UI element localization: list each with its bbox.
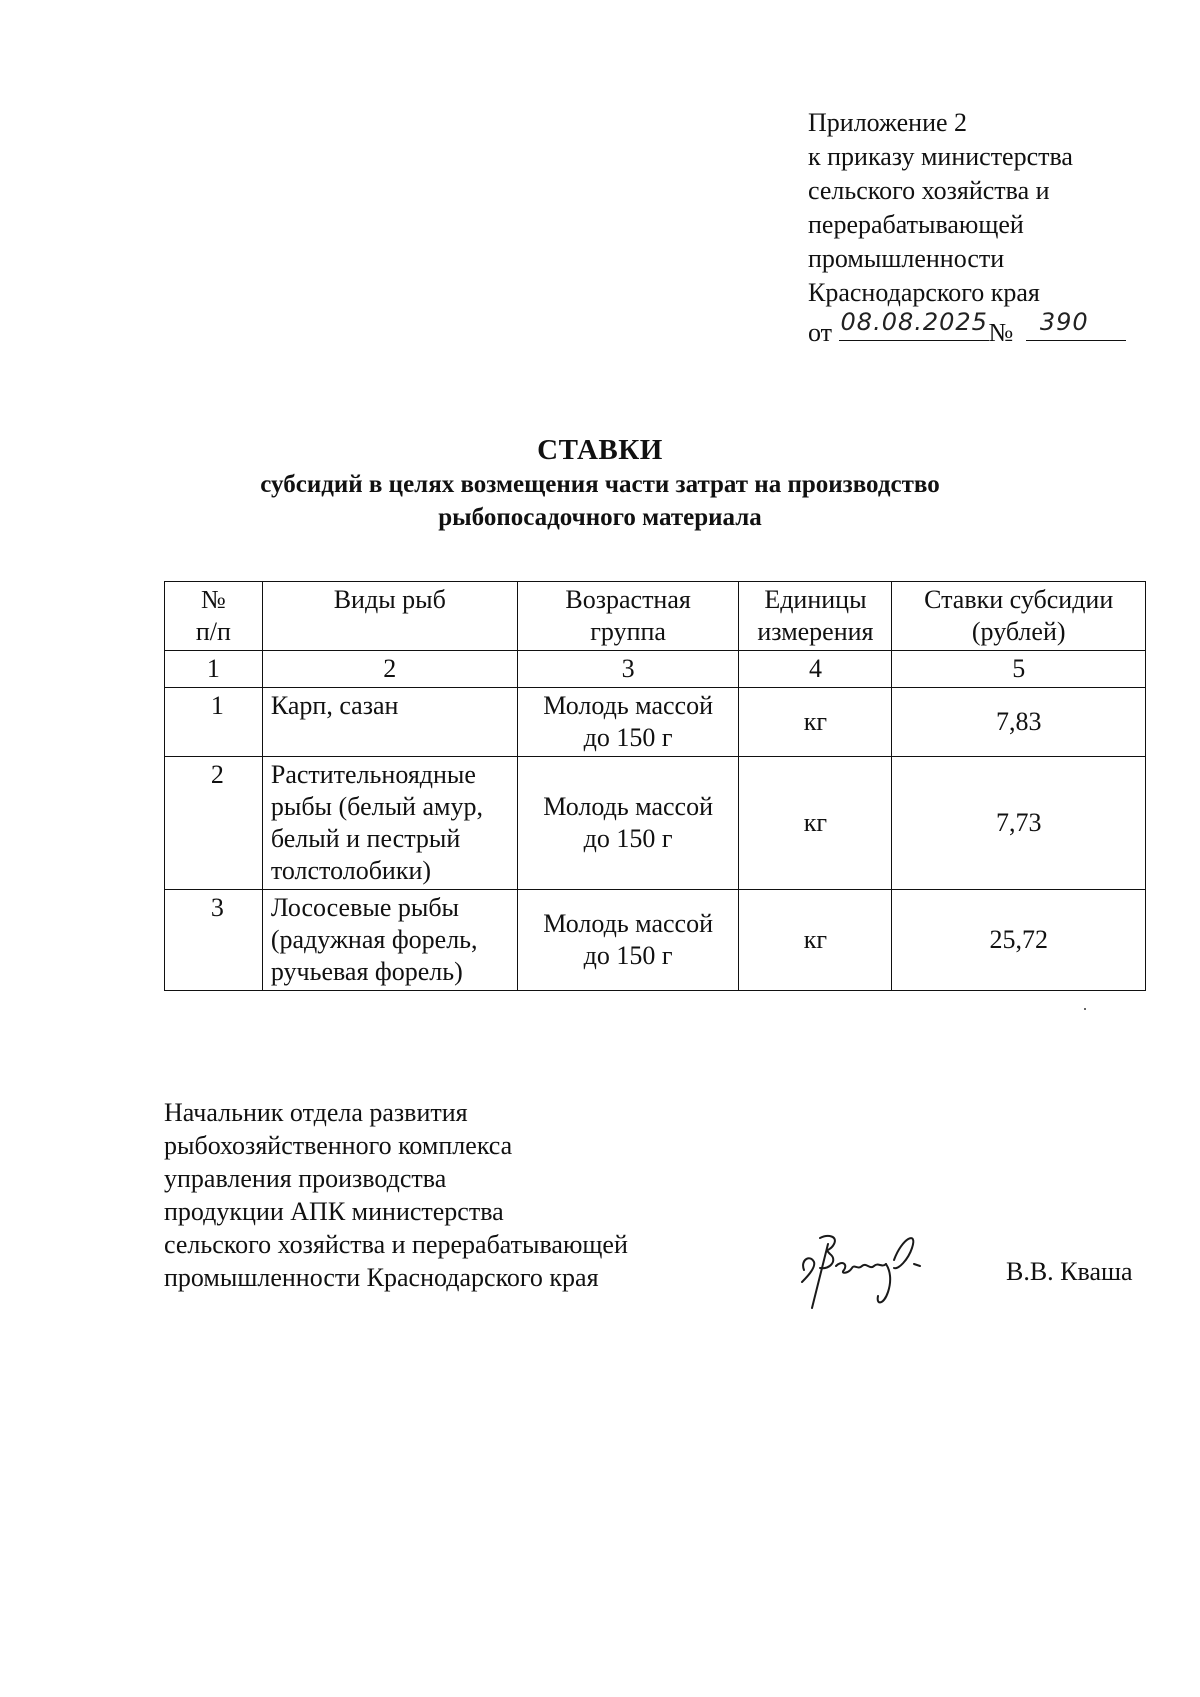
species-cell: Карп, сазан — [262, 688, 517, 757]
signer-position — [164, 1096, 628, 1294]
appendix-line: перерабатывающей — [808, 210, 1024, 239]
number-sign: № — [988, 318, 1014, 347]
appendix-line: промышленности — [808, 244, 1005, 273]
signer-line: промышленности Краснодарского края — [164, 1263, 599, 1292]
header-cell: Единицы измерения — [739, 582, 892, 651]
row-number-cell: 2 — [165, 757, 263, 890]
column-number-cell: 3 — [517, 651, 739, 688]
signer-name: В.В. Кваша — [1006, 1257, 1133, 1286]
title-line: рыбопосадочного материала — [438, 504, 762, 531]
unit-cell: кг — [739, 757, 892, 890]
row-number-cell: 3 — [165, 890, 263, 991]
species-cell: Лососевые рыбы (радужная форель, ручьевая форель) — [262, 890, 517, 991]
table-row — [165, 890, 1146, 991]
column-number-cell: 5 — [892, 651, 1146, 688]
handwritten-date: 08.08.2025 — [840, 308, 988, 336]
column-number-cell: 2 — [262, 651, 517, 688]
number-field — [1026, 310, 1126, 341]
rate-cell: 25,72 — [892, 890, 1146, 991]
rate-cell: 7,73 — [892, 757, 1146, 890]
column-number-row — [165, 651, 1146, 688]
age-group-cell: Молодь массой до 150 г — [517, 757, 739, 890]
age-group-cell: Молодь массой до 150 г — [517, 890, 739, 991]
scan-speck — [1084, 1008, 1086, 1010]
species-cell: Растительноядные рыбы (белый амур, белый и пестрый толстолобики) — [262, 757, 517, 890]
title-line: субсидий в целях возмещения части затрат на производство — [260, 471, 940, 498]
signer-line: рыбохозяйственного комплекса — [164, 1131, 513, 1160]
title-heading: СТАВКИ — [537, 434, 663, 466]
appendix-line: Краснодарского края — [808, 278, 1040, 307]
appendix-line: к приказу министерства — [808, 142, 1073, 171]
handwritten-number: 390 — [1039, 308, 1089, 336]
table-header-row — [165, 582, 1146, 651]
signer-line: сельского хозяйства и перерабатывающей — [164, 1230, 628, 1259]
appendix-line: Приложение 2 — [808, 108, 968, 137]
unit-cell: кг — [739, 688, 892, 757]
order-date-line — [808, 310, 1126, 350]
rates-table — [164, 581, 1146, 991]
unit-cell: кг — [739, 890, 892, 991]
signer-line: Начальник отдела развития — [164, 1098, 468, 1127]
document-title — [0, 432, 1200, 534]
column-number-cell: 1 — [165, 651, 263, 688]
row-number-cell: 1 — [165, 688, 263, 757]
header-cell: Возрастная группа — [517, 582, 739, 651]
header-cell: Виды рыб — [262, 582, 517, 651]
column-number-cell: 4 — [739, 651, 892, 688]
table-row — [165, 757, 1146, 890]
header-cell: № п/п — [165, 582, 263, 651]
header-cell: Ставки субсидии (рублей) — [892, 582, 1146, 651]
date-prefix: от — [808, 318, 833, 347]
appendix-line: сельского хозяйства и — [808, 176, 1050, 205]
signer-line: управления производства — [164, 1164, 447, 1193]
rate-cell: 7,83 — [892, 688, 1146, 757]
handwritten-signature — [790, 1208, 990, 1318]
appendix-block — [808, 106, 1126, 350]
signer-line: продукции АПК министерства — [164, 1197, 504, 1226]
table-row — [165, 688, 1146, 757]
age-group-cell: Молодь массой до 150 г — [517, 688, 739, 757]
date-field — [839, 310, 989, 341]
